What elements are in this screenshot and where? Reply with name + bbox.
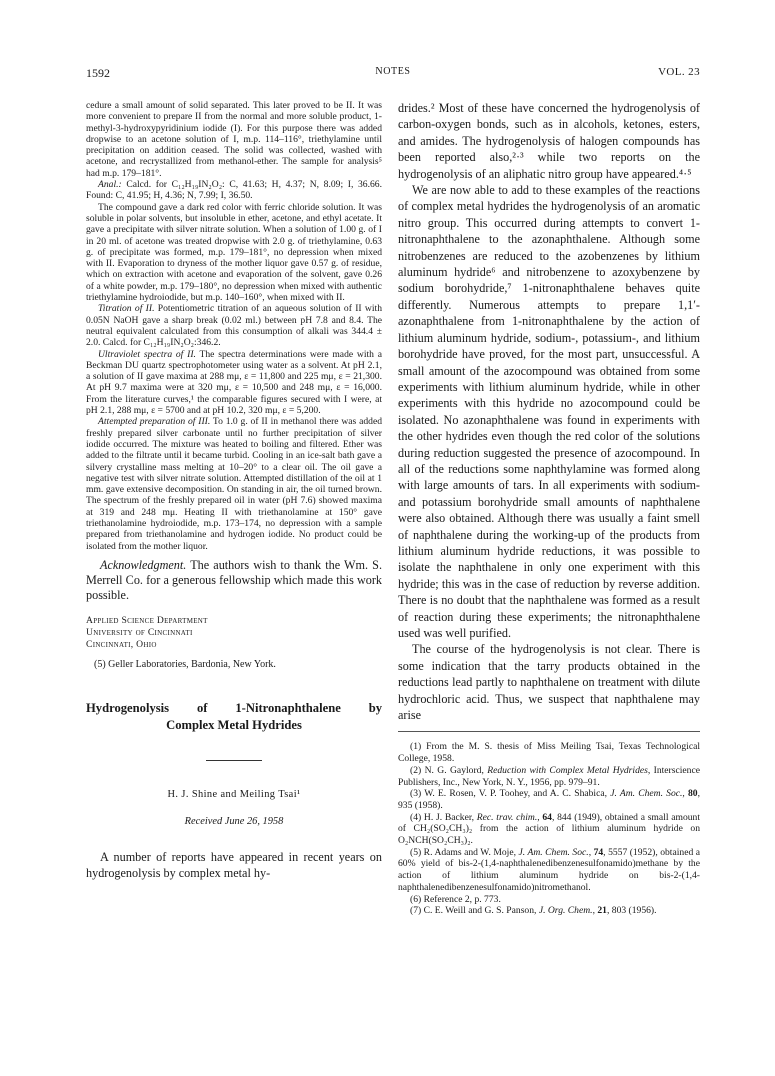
footnote: (7) C. E. Weill and G. S. Panson, J. Org. Chem., 21, 803 (1956).	[410, 905, 657, 917]
footnote: (2) N. G. Gaylord, Reduction with Complex Metal Hydrides, Interscience Publishers, Inc., New York, N. Y., 1956, pp. 979–91.	[398, 764, 700, 788]
footnote: (6) Reference 2, p. 773.	[410, 893, 501, 905]
footnote-divider	[398, 731, 700, 732]
volume-label: VOL. 23	[658, 66, 700, 78]
authors: H. J. Shine and Meiling Tsai¹	[167, 788, 301, 800]
affiliation-line: Cincinnati, Ohio	[86, 638, 157, 650]
received-date: Received June 26, 1958	[184, 815, 284, 827]
analysis-paragraph: Anal.: Calcd. for C₁₂H₁₉IN₂O₂: C, 41.63; H, 4.37; N, 8.09; I, 36.66. Found: C, 41.95; H, 4.36; N, 7.99; I, 36.50.	[86, 179, 382, 202]
lab-footnote: (5) Geller Laboratories, Bardonia, New York.	[94, 658, 276, 670]
left-column	[86, 100, 382, 882]
affiliation-block	[86, 615, 382, 651]
page-header	[86, 66, 700, 82]
article-title-line: Hydrogenolysis of 1-Nitronaphthalene by	[86, 700, 382, 715]
attempt-label: Attempted preparation of III.	[98, 416, 211, 428]
paragraph: We are now able to add to these examples of the reactions of complex metal hydrides the hydrogenolysis of an aromatic nitro group. This occurred during attempts to convert 1-nitronaphthalene to the azonaphthalene. Although some nitrobenzenes are reduced to the azobenzenes by lithium aluminum hydride⁶ and nitrobenzene to azoxybenzene by sodium borohydride,⁷ 1-nitronaphthalene behaves quite differently. Numerous attempts to prepare 1,1′-azonaphthalene from 1-nitronaphthalene by the action of lithium aluminum hydride, sodium-, potassium-, and lithium borohydride have proved, for the most part, unsuccessful. A small amount of the azocompound was obtained from some experiments with lithium aluminum hydride, while in other experiments with this hydride no azocompound could be isolated. No azonaphthalene was found in experiments with the other hydrides even though the red color of the solutions during reduction suggested the presence of azocompound. In all of the reductions some naphthylamine was formed along with large amounts of tars. In all experiments with sodium- and potassium borohydride small amounts of naphthalene were also obtained. Although there was usually a faint smell of naphthalene during the working-up of the products from lithium aluminum hydride reductions, it was possible to isolate the naphthalene in only one experiment with this hydride; this was in the case of reduction by reverse addition. There is no doubt that the naphthalene was formed as a result of reaction during these experiments; the nitronaphthalene used was well purified.	[398, 183, 700, 640]
footnote: (1) From the M. S. thesis of Miss Meiling Tsai, Texas Technological College, 1958.	[398, 741, 700, 765]
article-title	[86, 700, 382, 734]
footnotes	[398, 741, 700, 917]
paragraph: drides.² Most of these have concerned the hydrogenolysis of carbon-oxygen bonds, such as in alcohols, ketones, esters, and amides. The hydrogenolysis of halogen compounds has been reported also,²·³ while two reports on the hydrogenolysis of an aliphatic nitro group have appeared.⁴·⁵	[398, 101, 700, 181]
affiliation-line: University of Cincinnati	[86, 626, 193, 638]
article-title-line: Complex Metal Hydrides	[166, 717, 302, 732]
paragraph: The course of the hydrogenolysis is not clear. There is some indication that the tarry products obtained in the reductions lead partly to naphthalene on treatment with dilute hydrochloric acid. Thus, we suspect that naphthalene may arise	[398, 642, 700, 723]
right-column	[398, 100, 700, 917]
title-divider	[206, 760, 262, 761]
footnote: (4) H. J. Backer, Rec. trav. chim., 64, 844 (1949), obtained a small amount of CH₂(SO₂CH₃)₂ from the action of lithium aluminum hydride on O₂NCH(SO₂CH₃)₂.	[398, 811, 700, 847]
article-body	[398, 100, 700, 723]
uv-paragraph: Ultraviolet spectra of II. The spectra determinations were made with a Beckman DU quartz spectrophotometer using water as a solvent. At pH 2.1, a solution of II gave maxima at 288 mμ, ε = 11,800 and 225 mμ, ε = 21,300. At pH 9.7 maxima were at 320 mμ, ε = 10,500 and 248 mμ, ε = 16,000. From the literature curves,¹ the comparable figures secured with I were, at pH 2.1, 288 mμ, ε = 5700 and at pH 10.2, 320 mμ, ε = 5,200.	[86, 348, 382, 417]
titration-label: Titration of II.	[98, 303, 155, 315]
titration-paragraph: Titration of II. Potentiometric titration of an aqueous solution of II with 0.05N NaOH gave a sharp break (0.02 ml.) between pH 7.8 and 8.4. The neutral equivalent calculated from this consumption of alkali was 344.4 ± 2.0. Calcd. for C₁₂H₁₉IN₂O₂:346.2.	[86, 303, 382, 349]
paragraph: The compound gave a dark red color with ferric chloride solution. It was soluble in polar solvents, but insoluble in ether, acetone, and ethyl acetate. It gave a precipitate with silver nitrate solution. When a solution of 1.00 g. of I in 20 ml. of acetone was treated dropwise with 2.0 g. of triethylamine, 0.63 g. of precipitate was formed, m.p. 179–181°, no depression when mixed with II. Evaporation to dryness of the mother liquor gave 0.57 g. of residue, which on extraction with acetone and evaporation of the solvent, gave 0.26 of a white powder, m.p. 179–180°, no depression when mixed with authentic triethylamine hydroiodide, but m.p. 140–160°, when mixed with II.	[86, 201, 382, 304]
footnote: (5) R. Adams and W. Moje, J. Am. Chem. Soc., 74, 5557 (1952), obtained a 60% yield of bis-2-(1,4-naphthalenedibenzenesulfonamido)methane by the action of lithium aluminum hydride on bis-2-(1,4-naphthalenedibenzenesulfonamido)nitromethanol.	[398, 846, 700, 893]
intro-paragraph: A number of reports have appeared in recent years on hydrogenolysis by complex metal hy-	[86, 849, 382, 881]
uv-label: Ultraviolet spectra of II.	[98, 348, 196, 360]
page-number: 1592	[86, 66, 110, 80]
acknowledgment: Acknowledgment. The authors wish to thank the Wm. S. Merrell Co. for a generous fellowship which made this work possible.	[86, 557, 382, 602]
attempt-paragraph: Attempted preparation of III. To 1.0 g. of II in methanol there was added freshly prepared silver carbonate until no further precipitation of silver iodide occurred. The mixture was heated to boiling and filtered. Ether was added to the filtrate until it became turbid. Cooling in an ice-salt bath gave a silvery crystalline mass melting at 10–20° to a clear oil. The oil gave a negative test with silver nitrate solution. Attempted distillation of the oil at 1 mm. gave extensive decomposition. On standing in air, the oil turned brown. The spectrum of the freshly prepared oil in water (pH 7.6) showed maxima at 319 and 248 mμ. Heating II with triethanolamine at 150° gave triethanolamine hydroiodide, m.p. 173–174, no depression with a sample prepared from triethanolamine and hydrogen iodide. No product could be isolated from the mother liquor.	[86, 416, 382, 552]
affiliation-line: Applied Science Department	[86, 614, 208, 626]
acknowledgment-label: Acknowledgment.	[100, 557, 187, 572]
running-head: NOTES	[375, 66, 411, 77]
paragraph: cedure a small amount of solid separated. This later proved to be II. It was more convenient to prepare II from the normal and more soluble product, 1-methyl-3-hydroxypyridinium iodide (I). For this purpose there was added dropwise to an acetone solution of I, m.p. 114–116°, triethylamine until precipitation on addition ceased. The solid was collected, washed with acetone, and recrystallized from methanol-ether. The sample for analysis⁵ had m.p. 179–181°.	[86, 100, 382, 179]
footnote: (3) W. E. Rosen, V. P. Toohey, and A. C. Shabica, J. Am. Chem. Soc., 80, 935 (1958).	[398, 788, 700, 811]
experimental-text	[86, 100, 382, 552]
analysis-label: Anal.:	[98, 179, 122, 191]
